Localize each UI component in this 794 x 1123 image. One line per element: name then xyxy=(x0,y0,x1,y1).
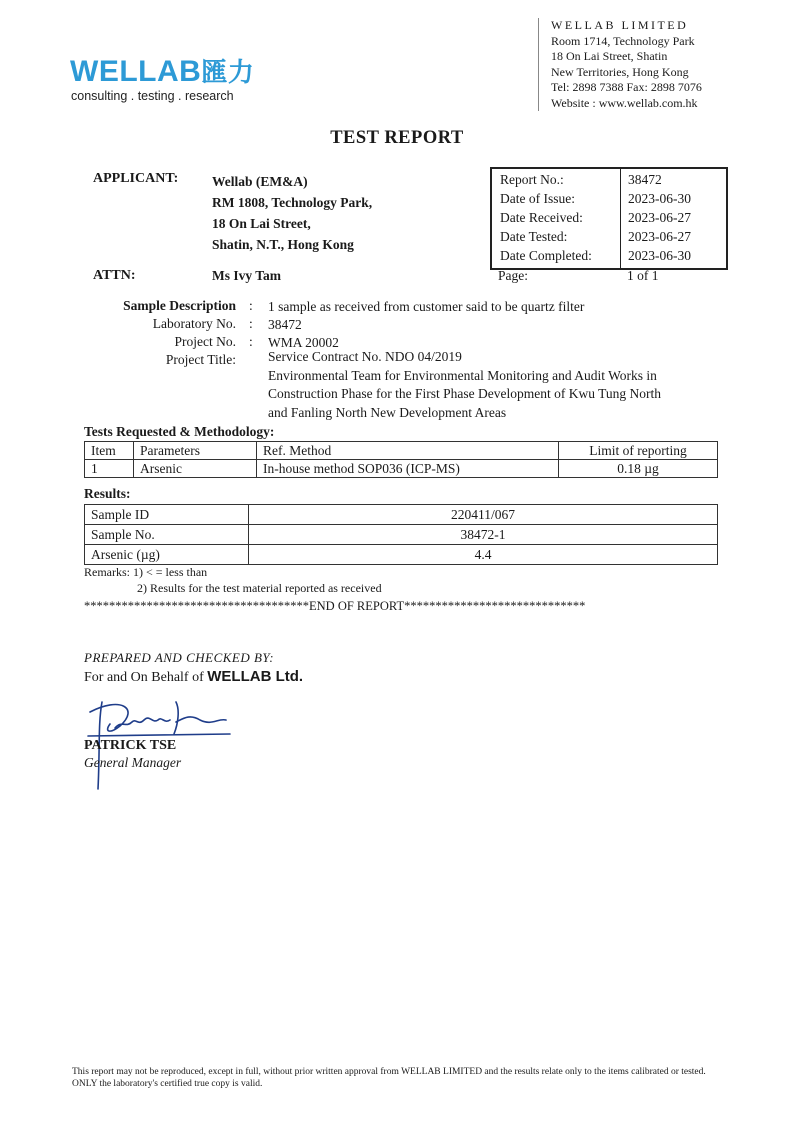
report-info-box xyxy=(490,167,728,270)
colon: : xyxy=(249,316,253,331)
applicant-line: 18 On Lai Street, xyxy=(212,216,311,231)
attn-value: Ms Ivy Tam xyxy=(212,268,282,283)
company-logo xyxy=(70,56,254,88)
signatory-name: PATRICK TSE xyxy=(84,738,177,753)
sample-description-value: 1 sample as received from customer said to be quartz filter xyxy=(268,299,585,314)
table-cell: Sample No. xyxy=(85,525,249,545)
report-no-value: 38472 xyxy=(628,172,662,187)
table-cell: Sample ID xyxy=(85,505,249,525)
project-title-value xyxy=(268,348,661,422)
table-cell: 4.4 xyxy=(249,545,718,565)
table-cell: Arsenic xyxy=(134,460,257,478)
on-behalf-company: WELLAB Ltd. xyxy=(207,668,304,685)
tests-heading: Tests Requested & Methodology: xyxy=(84,424,275,439)
table-header-cell: Ref. Method xyxy=(257,442,559,460)
footer-disclaimer: This report may not be reproduced, except in full, without prior written approval from WELLAB LIMITED and the results relate only to the items calibrated or tested. ONLY the laboratory's certified true copy is valid. xyxy=(72,1067,706,1089)
date-of-issue-label: Date of Issue: xyxy=(500,191,575,206)
date-of-issue-value: 2023-06-30 xyxy=(628,191,691,206)
logo-chinese-text: 匯力 xyxy=(201,57,255,87)
project-no-value: WMA 20002 xyxy=(268,335,339,350)
table-header-cell: Item xyxy=(85,442,134,460)
attn-label: ATTN: xyxy=(93,268,136,283)
applicant-line: Wellab (EM&A) xyxy=(212,174,308,189)
table-cell: In-house method SOP036 (ICP-MS) xyxy=(257,460,559,478)
date-tested-value: 2023-06-27 xyxy=(628,229,691,244)
date-received-label: Date Received: xyxy=(500,210,583,225)
table-header-cell: Limit of reporting xyxy=(559,442,718,460)
prepared-by-label: PREPARED AND CHECKED BY: xyxy=(84,650,275,665)
company-name: WELLAB LIMITED xyxy=(551,18,689,32)
page-value: 1 of 1 xyxy=(627,268,659,283)
project-title-line: Service Contract No. NDO 04/2019 xyxy=(268,349,462,364)
date-completed-value: 2023-06-30 xyxy=(628,248,691,263)
table-cell: 1 xyxy=(85,460,134,478)
remarks-line: Remarks: 1) < = less than xyxy=(84,565,208,579)
project-title-line: and Fanling North New Development Areas xyxy=(268,404,507,420)
info-box-divider xyxy=(620,169,621,268)
date-received-value: 2023-06-27 xyxy=(628,210,691,225)
project-title-line: Construction Phase for the First Phase Development of Kwu Tung North xyxy=(268,386,661,401)
phone-fax-line: Tel: 2898 7388 Fax: 2898 7076 xyxy=(551,80,702,94)
table-row xyxy=(85,525,718,545)
date-completed-label: Date Completed: xyxy=(500,248,592,263)
table-row xyxy=(85,545,718,565)
on-behalf-prefix: For and On Behalf of xyxy=(84,670,204,685)
remarks-line: 2) Results for the test material reported as received xyxy=(137,581,382,595)
website-line: Website : www.wellab.com.hk xyxy=(551,95,698,110)
address-line: 18 On Lai Street, Shatin xyxy=(551,49,668,63)
table-cell: Arsenic (µg) xyxy=(85,545,249,565)
sample-description-label: Sample Description xyxy=(123,298,236,313)
logo-tagline: consulting . testing . research xyxy=(71,89,234,103)
address-line: Room 1714, Technology Park xyxy=(551,33,695,48)
table-row xyxy=(85,460,718,478)
table-header-row xyxy=(85,442,718,460)
project-no-label: Project No. xyxy=(174,334,236,349)
table-cell: 220411/067 xyxy=(249,505,718,525)
results-table xyxy=(84,504,718,565)
tests-table xyxy=(84,441,718,478)
end-of-report-line: ************************************END OF REPORT***************************** xyxy=(84,599,586,613)
applicant-label: APPLICANT: xyxy=(93,171,179,186)
table-row xyxy=(85,505,718,525)
project-title-line: Environmental Team for Environmental Monitoring and Audit Works in xyxy=(268,367,657,383)
page-label: Page: xyxy=(498,268,528,283)
signatory-position: General Manager xyxy=(84,755,182,770)
page-title: TEST REPORT xyxy=(330,128,464,148)
table-header-cell: Parameters xyxy=(134,442,257,460)
logo-text: WELLAB xyxy=(70,55,202,88)
date-tested-label: Date Tested: xyxy=(500,229,568,244)
applicant-address xyxy=(212,171,372,255)
laboratory-no-label: Laboratory No. xyxy=(152,316,236,331)
company-address-block xyxy=(538,18,702,111)
results-heading: Results: xyxy=(84,486,131,501)
address-line: New Territories, Hong Kong xyxy=(551,64,689,79)
colon: : xyxy=(249,298,253,313)
applicant-line: RM 1808, Technology Park, xyxy=(212,195,373,210)
on-behalf-line xyxy=(84,668,303,686)
table-cell: 0.18 µg xyxy=(559,460,718,478)
report-no-label: Report No.: xyxy=(500,172,564,187)
project-title-label: Project Title: xyxy=(165,352,236,367)
colon: : xyxy=(249,334,253,349)
applicant-line: Shatin, N.T., Hong Kong xyxy=(212,237,354,252)
laboratory-no-value: 38472 xyxy=(268,317,302,332)
table-cell: 38472-1 xyxy=(249,525,718,545)
